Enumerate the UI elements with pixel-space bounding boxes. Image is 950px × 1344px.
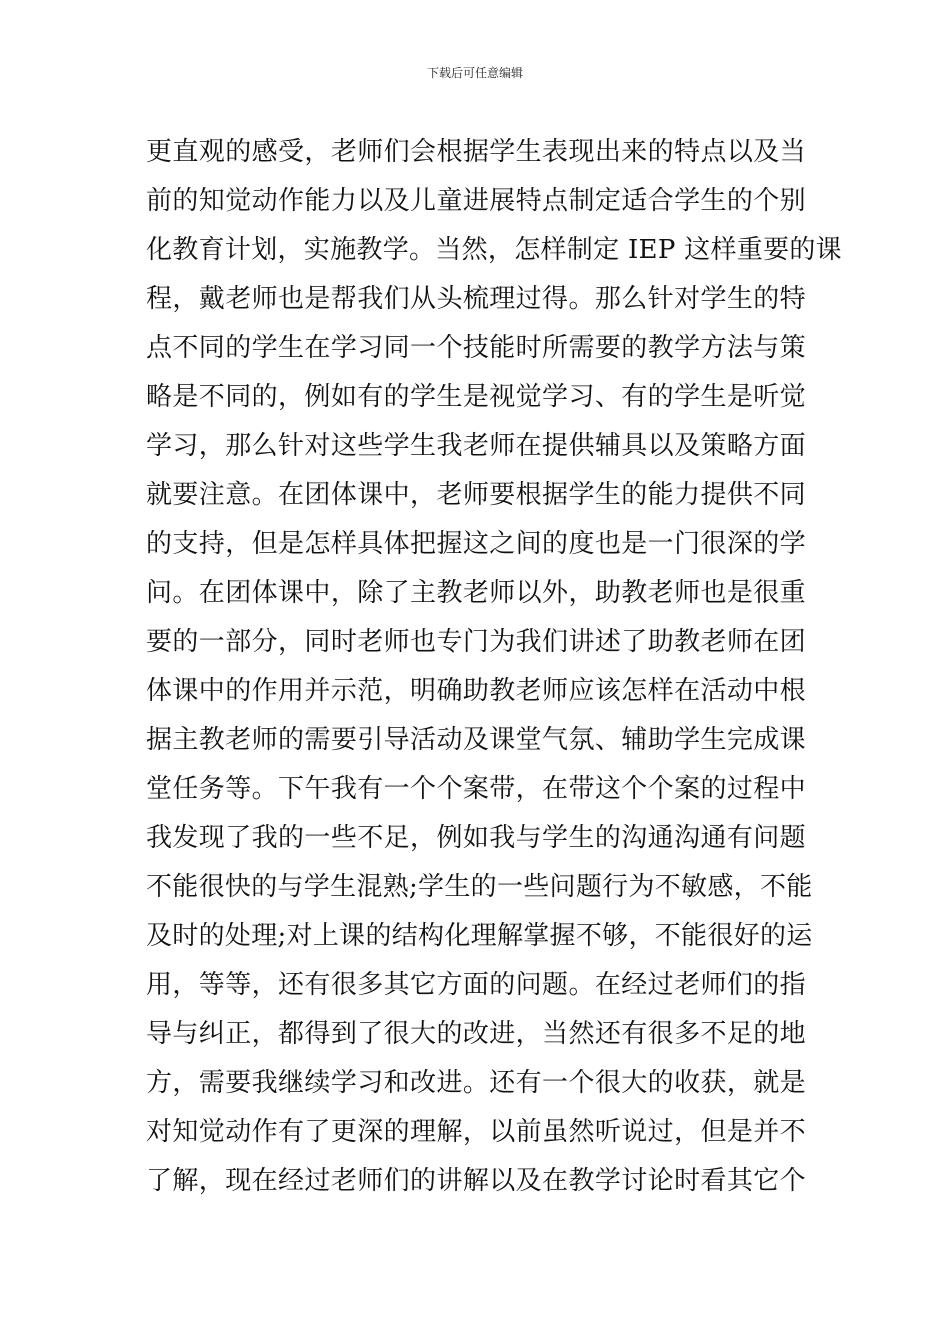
text-line-8: 就要注意。在团体课中，老师要根据学生的能力提供不同: [146, 480, 806, 510]
text-line-5: 点不同的学生在学习同一个技能时所需要的教学方法与策: [146, 333, 806, 363]
text-line-10: 问。在团体课中，除了主教老师以外，助教老师也是很重: [146, 578, 806, 608]
text-line-20: 方，需要我继续学习和改进。还有一个很大的收获，就是: [146, 1068, 806, 1098]
text-line-14: 堂任务等。下午我有一个个案带，在带这个个案的过程中: [146, 774, 806, 804]
text-line-7: 学习，那么针对这些学生我老师在提供辅具以及策略方面: [146, 431, 806, 461]
text-line-18: 用，等等，还有很多其它方面的问题。在经过老师们的指: [146, 970, 806, 1000]
text-line-15: 我发现了我的一些不足，例如我与学生的沟通沟通有问题: [146, 823, 806, 853]
text-line-3: 化教育计划，实施教学。当然，怎样制定 IEP 这样重要的课: [146, 235, 842, 265]
text-line-17: 及时的处理;对上课的结构化理解掌握不够，不能很好的运: [146, 921, 813, 951]
text-line-11: 要的一部分，同时老师也专门为我们讲述了助教老师在团: [146, 627, 806, 657]
text-line-12: 体课中的作用并示范，明确助教老师应该怎样在活动中根: [146, 676, 806, 706]
text-line-16: 不能很快的与学生混熟;学生的一些问题行为不敏感，不能: [146, 872, 813, 902]
text-line-1: 更直观的感受，老师们会根据学生表现出来的特点以及当: [146, 137, 806, 167]
text-line-22: 了解，现在经过老师们的讲解以及在教学讨论时看其它个: [146, 1166, 806, 1196]
page-header: 下载后可任意编辑: [426, 66, 523, 80]
text-line-4: 程，戴老师也是帮我们从头梳理过得。那么针对学生的特: [146, 284, 806, 314]
text-line-6: 略是不同的，例如有的学生是视觉学习、有的学生是听觉: [146, 382, 806, 412]
text-line-13: 据主教老师的需要引导活动及课堂气氛、辅助学生完成课: [146, 725, 806, 755]
text-line-21: 对知觉动作有了更深的理解，以前虽然听说过，但是并不: [146, 1117, 806, 1147]
document-body: [146, 128, 842, 1206]
text-line-19: 导与纠正，都得到了很大的改进，当然还有很多不足的地: [146, 1019, 806, 1049]
text-line-2: 前的知觉动作能力以及儿童进展特点制定适合学生的个别: [146, 186, 806, 216]
text-line-9: 的支持，但是怎样具体把握这之间的度也是一门很深的学: [146, 529, 806, 559]
